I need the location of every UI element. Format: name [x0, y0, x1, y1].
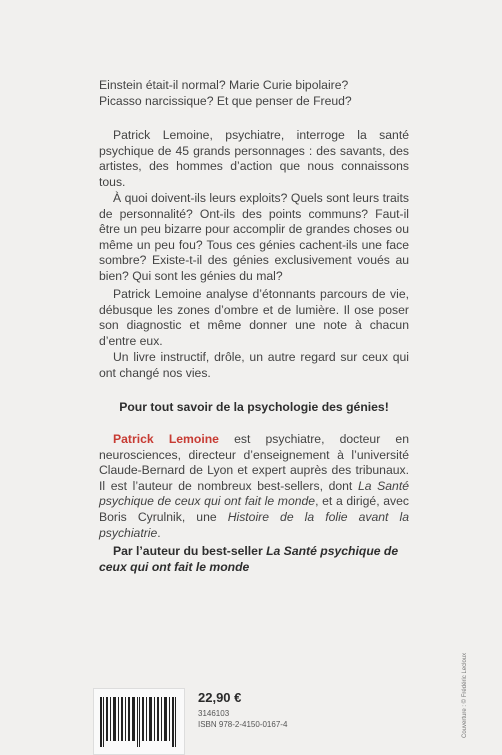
- isbn: ISBN 978-2-4150-0167-4: [198, 720, 288, 729]
- para-3: Patrick Lemoine analyse d’étonnants parcours de vie, débusque les zones d’ombre et de lumière. Il ose poser son diagnostic et même donner une note à chacun d’entre eux.: [99, 287, 409, 348]
- tagline-text: Pour tout savoir de la psychologie des génies!: [119, 400, 389, 414]
- para-4: Un livre instructif, drôle, un autre regard sur ceux qui ont changé nos vies.: [99, 350, 409, 380]
- intro-line-1: Einstein était-il normal? Marie Curie bipolaire?: [99, 78, 349, 92]
- author-bio-part-3: .: [157, 525, 161, 540]
- barcode: [93, 688, 185, 755]
- description-paragraph-2: [99, 191, 409, 285]
- author-book-title-2: Histoire de la folie avant la psychiatrie: [99, 509, 409, 540]
- description-paragraph-3: [99, 287, 409, 349]
- price-info: [198, 690, 287, 730]
- description-paragraph-1: [99, 128, 409, 190]
- para-1: Patrick Lemoine, psychiatre, interroge la santé psychique de 45 grands personnages : des savants, des artistes, des hommes d’action que nous connaissons tous.: [99, 128, 409, 189]
- author-bio-text: [99, 432, 409, 541]
- bestseller-text: [99, 544, 409, 575]
- intro-questions: [99, 78, 409, 109]
- author-name: Patrick Lemoine: [113, 432, 219, 446]
- author-bio: [99, 432, 409, 541]
- price: 22,90 €: [198, 690, 242, 705]
- bestseller-mention: [99, 544, 409, 575]
- author-bio-part-2: , et a dirigé, avec Boris Cyrulnik, une: [99, 494, 409, 524]
- author-book-title-1: La Santé psychique de ceux qui ont fait le monde: [99, 478, 409, 509]
- intro-line-2: Picasso narcissique? Et que penser de Freud?: [99, 93, 352, 108]
- product-code: 3146103: [198, 709, 230, 718]
- barcode-icon: [100, 697, 178, 747]
- cover-credit: Couverture : © Frédéric Lecloux: [462, 652, 468, 738]
- bestseller-title: La Santé psychique de ceux qui ont fait le monde: [99, 544, 399, 574]
- bestseller-prefix: Par l’auteur du best-seller: [113, 544, 267, 558]
- tagline: [99, 400, 409, 416]
- para-2: À quoi doivent-ils leurs exploits? Quels sont leurs traits de personnalité? Ont-ils des points communs? Faut-il être un peu bizarre pour accomplir de grandes choses ou même un peu fou? Tous ces génies cachent-ils une face sombre? Existe-t-il des génies exclusivement voués au bien? Qui sont les génies du mal?: [99, 191, 409, 283]
- author-bio-part-1: est psychiatre, docteur en neurosciences, directeur d’enseignement à l’université Claude-Bernard de Lyon et expert auprès des tribunaux. Il est l’auteur de nombreux best-sellers, dont: [99, 432, 409, 493]
- description-paragraph-4: [99, 350, 409, 381]
